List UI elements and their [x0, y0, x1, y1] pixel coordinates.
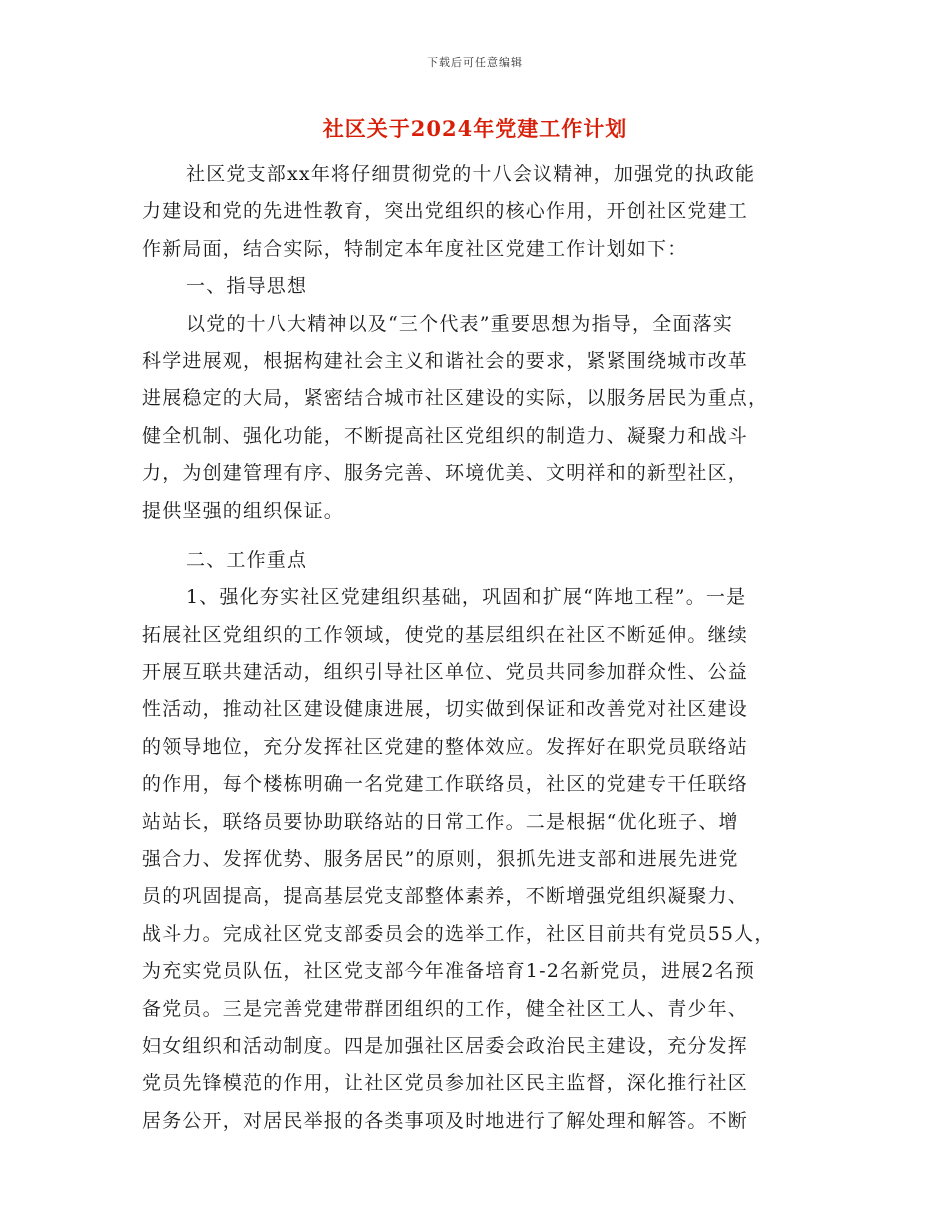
paragraph-line: 开展互联共建活动，组织引导社区单位、党员共同参加群众性、公益 [142, 661, 749, 684]
paragraph-line: 居务公开，对居民举报的各类事项及时地进行了解处理和解答。不断 [142, 1109, 749, 1132]
paragraph-line: 备党员。三是完善党建带群团组织的工作，健全社区工人、青少年、 [142, 997, 749, 1020]
paragraph-line: 拓展社区党组织的工作领域，使党的基层组织在社区不断延伸。继续 [142, 623, 749, 646]
intro-line: 作新局面，结合实际，特制定本年度社区党建工作计划如下： [142, 237, 688, 260]
document-body [142, 156, 810, 1140]
paragraph-line: 力，为创建管理有序、服务完善、环境优美、文明祥和的新型社区， [142, 462, 749, 485]
intro-line: 社区党支部xx年将仔细贯彻党的十八会议精神，加强党的执政能 [186, 163, 756, 185]
paragraph-line: 以党的十八大精神以及“三个代表”重要思想为指导，全面落实 [186, 312, 734, 335]
paragraph-line: 性活动，推动社区建设健康进展，切实做到保证和改善党对社区建设 [142, 698, 749, 721]
paragraph-line: 科学进展观，根据构建社会主义和谐社会的要求，紧紧围绕城市改革 [142, 349, 749, 372]
paragraph-line: 进展稳定的大局，紧密结合城市社区建设的实际，以服务居民为重点， [142, 387, 769, 410]
header-note: 下载后可任意编辑 [427, 56, 523, 69]
section-heading: 二、工作重点 [186, 548, 308, 571]
paragraph-line: 战斗力。完成社区党支部委员会的选举工作，社区目前共有党员55人， [142, 922, 775, 945]
paragraph-line: 提供坚强的组织保证。 [142, 499, 345, 522]
intro-line: 力建设和党的先进性教育，突出党组织的核心作用，开创社区党建工 [142, 200, 749, 223]
paragraph-line: 为充实党员队伍，社区党支部今年准备培育1-2名新党员，进展2名预 [142, 960, 756, 983]
paragraph-line: 的作用，每个楼栋明确一名党建工作联络员，社区的党建专干任联络 [142, 773, 749, 796]
paragraph-spacer [142, 530, 810, 542]
paragraph-line: 的领导地位，充分发挥社区党建的整体效应。发挥好在职党员联络站 [142, 735, 749, 758]
paragraph-line: 员的巩固提高，提高基层党支部整体素养，不断增强党组织凝聚力、 [142, 885, 749, 908]
paragraph-line: 强合力、发挥优势、服务居民”的原则，狠抓先进支部和进展先进党 [142, 848, 739, 871]
paragraph-line: 站站长，联络员要协助联络站的日常工作。二是根据“优化班子、增 [142, 810, 739, 833]
paragraph-line: 健全机制、强化功能，不断提高社区党组织的制造力、凝聚力和战斗 [142, 424, 749, 447]
paragraph-line: 妇女组织和活动制度。四是加强社区居委会政治民主建设，充分发挥 [142, 1034, 749, 1057]
paragraph-line: 1、强化夯实社区党建组织基础，巩固和扩展“阵地工程”。一是 [186, 586, 747, 609]
paragraph-line: 党员先锋模范的作用，让社区党员参加社区民主监督，深化推行社区 [142, 1072, 749, 1095]
section-heading: 一、指导思想 [186, 275, 308, 298]
document-title: 社区关于2024年党建工作计划 [322, 116, 628, 141]
